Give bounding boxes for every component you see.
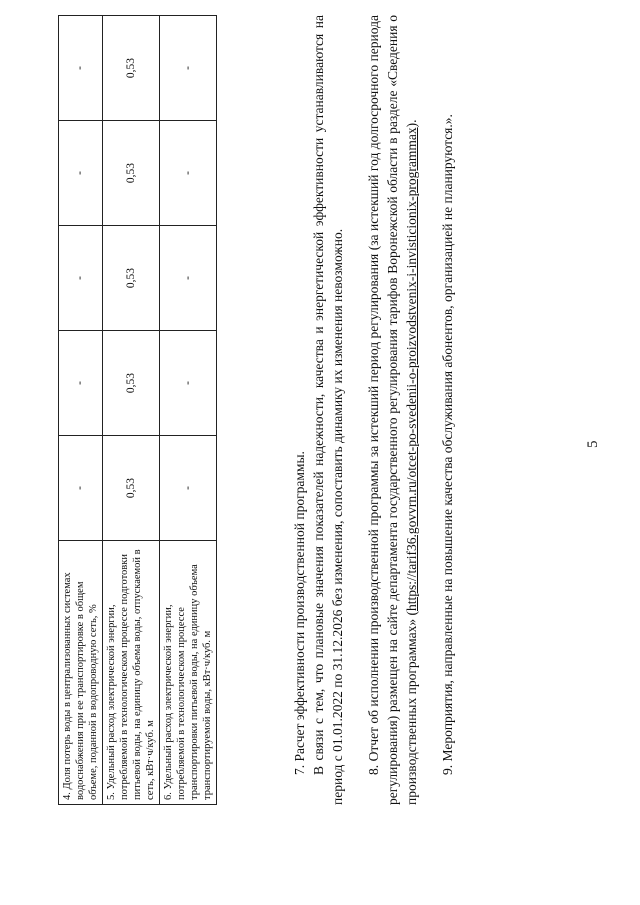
indicator-value: - [59,331,103,436]
indicator-name: 4. Доля потерь воды в централизованных системах водоснабжения при ее транспортировке в общем объеме, поданной в водопроводную сеть, % [59,541,103,805]
section-8-paragraph [364,15,421,805]
indicator-name: 5. Удельный расход электрической энергии, потребляемой в технологическом процессе подготовки питьевой воды, на единицу объема воды, отпускаемой в сеть, кВт·ч/куб. м [103,541,160,805]
indicator-value: - [59,121,103,226]
indicator-value: 0,53 [103,436,160,541]
paragraph-gap [347,15,364,805]
table-row [103,16,160,805]
page-number: 5 [585,440,601,448]
section-7-heading: 7. Расчет эффективности производственной программы. [292,451,307,775]
department-site-link[interactable]: https://tarif36.govvrn.ru/otcet-po-svedenii-o-proizvodstvenix-i-invisticionix-programmax [404,127,419,612]
paragraph-gap [421,15,438,805]
indicator-name: 6. Удельный расход электрической энергии, потребляемой в технологическом процессе транспортировки питьевой воды, на единицу объема транспортируемой воды, кВт·ч/куб. м [160,541,217,805]
indicator-value: - [160,436,217,541]
indicator-value: - [59,436,103,541]
indicator-value: 0,53 [103,16,160,121]
indicator-value: - [160,331,217,436]
section-9-text: 9. Мероприятия, направленные на повышение качества обслуживания абонентов, организацией не планируются.». [440,114,455,775]
table-row [160,16,217,805]
indicator-value: - [160,16,217,121]
indicator-value: 0,53 [103,331,160,436]
section-7-text: В связи с тем, что плановые значения показателей надежности, качества и энергетической эффективности устанавливаются на период с 01.01.2022 по 31.12.2026 без изменения, сопоставить динамику их изменения невозможно. [311,15,345,805]
indicators-table [58,15,217,805]
body-text [290,15,457,805]
indicator-value: - [59,226,103,331]
indicator-value: 0,53 [103,121,160,226]
section-8-text-end: ). [404,119,419,128]
indicator-value: - [59,16,103,121]
indicator-value: 0,53 [103,226,160,331]
indicator-value: - [160,226,217,331]
section-8-text: 8. Отчет об исполнении производственной программы за истекший период регулирования (за истекший год долгосрочного периода регулирования) размещен на сайте департамента государственного регулирования тарифов Воронежской области в разделе «Сведения о производственных программах» ( [366,15,419,805]
indicator-value: - [160,121,217,226]
table-row [59,16,103,805]
